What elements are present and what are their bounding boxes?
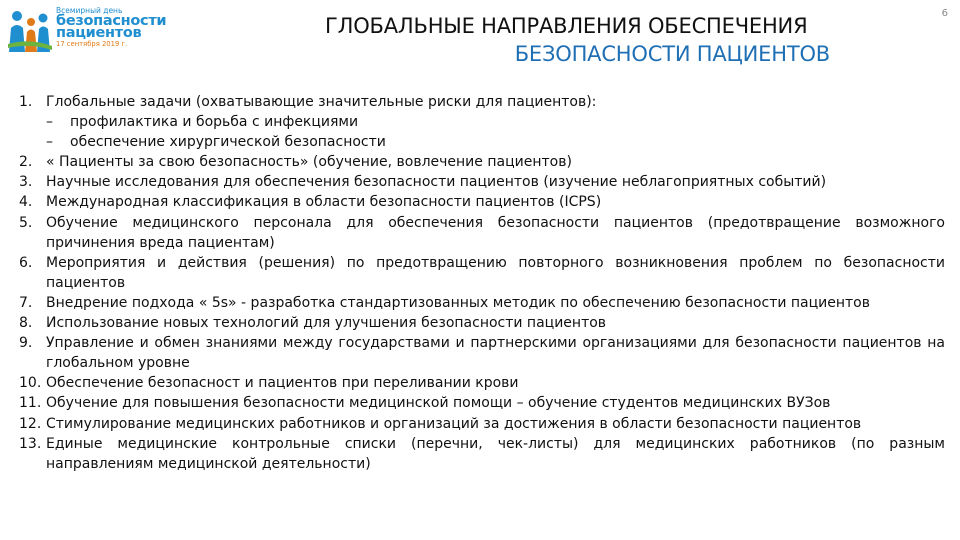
logo-line-3: пациентов [56, 25, 142, 41]
list-item-number: 5. [19, 214, 33, 231]
list-item-number: 1. [19, 94, 33, 110]
list-item-number: 4. [19, 194, 33, 211]
list-item-number: 13. [19, 435, 42, 452]
logo-line-1: Всемирный день [56, 6, 123, 15]
list-item-text: Мероприятия и действия (решения) по предотвращению повторного возникновения проблем по безопасности пациентов [46, 254, 945, 291]
list-item [19, 393, 945, 413]
list-item-number: 11. [19, 395, 42, 412]
list-item-text: Единые медицинские контрольные списки (перечни, чек-листы) для медицинских работников (по разным направлениям медицинской деятельности) [46, 435, 945, 472]
list-item-text: Научные исследования для обеспечения безопасности пациентов (изучение неблагоприятных событий) [46, 174, 827, 191]
sub-list-item [19, 132, 945, 152]
directions-list [19, 92, 945, 474]
list-item-text: Управление и обмен знаниями между государствами и партнерскими организациями для безопасности пациентов на глобальном уровне [46, 335, 945, 372]
list-item-text: Внедрение подхода « 5s» - разработка стандартизованных методик по обеспечению безопасности пациентов [46, 294, 870, 311]
list-item-text: Международная классификация в области безопасности пациентов (ICPS) [46, 194, 602, 211]
list-item-text: Глобальные задачи (охватывающие значительные риски для пациентов): [46, 94, 597, 110]
logo-line-2: безопасности [56, 13, 167, 29]
people-figures-icon [6, 8, 54, 54]
list-item [19, 152, 945, 172]
list-item-text: Стимулирование медицинских работников и организаций за достижения в области безопасности пациентов [46, 415, 862, 432]
world-patient-safety-day-logo [6, 6, 167, 56]
list-item [19, 192, 945, 212]
slide-title-line-2: БЕЗОПАСНОСТИ ПАЦИЕНТОВ [514, 42, 830, 66]
list-item [19, 253, 945, 293]
list-item [19, 213, 945, 253]
sub-list-dash: – [46, 134, 53, 151]
list-item-text: « Пациенты за свою безопасность» (обучение, вовлечение пациентов) [46, 154, 572, 171]
page-number: 6 [941, 8, 948, 19]
sub-list-dash: – [46, 114, 53, 131]
list-item [19, 414, 945, 434]
logo-text [56, 6, 166, 49]
list-item-text: Использование новых технологий для улучшения безопасности пациентов [46, 315, 607, 332]
list-item-number: 3. [19, 174, 33, 191]
list-item [19, 333, 945, 373]
list-item [19, 92, 945, 112]
list-item-number: 10. [19, 375, 42, 392]
sub-list-text: обеспечение хирургической безопасности [70, 134, 386, 151]
list-item-number: 2. [19, 154, 33, 171]
sub-list-item [19, 112, 945, 132]
list-item [19, 434, 945, 474]
list-item-number: 9. [19, 335, 33, 352]
list-item [19, 373, 945, 393]
list-item [19, 313, 945, 333]
list-item-text: Обеспечение безопасност и пациентов при переливании крови [46, 375, 519, 392]
list-item [19, 172, 945, 192]
list-item-text: Обучение для повышения безопасности медицинской помощи – обучение студентов медицинских ВУЗов [46, 395, 831, 412]
slide-title-line-1: ГЛОБАЛЬНЫЕ НАПРАВЛЕНИЯ ОБЕСПЕЧЕНИЯ [325, 14, 808, 38]
logo-date: 17 сентября 2019 г. [56, 40, 128, 48]
list-item-number: 12. [19, 415, 42, 432]
sub-list-text: профилактика и борьба с инфекциями [70, 114, 359, 131]
list-item-number: 8. [19, 315, 33, 332]
list-item-number: 6. [19, 254, 33, 271]
list-item [19, 293, 945, 313]
list-item-text: Обучение медицинского персонала для обеспечения безопасности пациентов (предотвращение возможного причинения вреда пациентам) [46, 214, 945, 251]
list-item-number: 7. [19, 294, 33, 311]
